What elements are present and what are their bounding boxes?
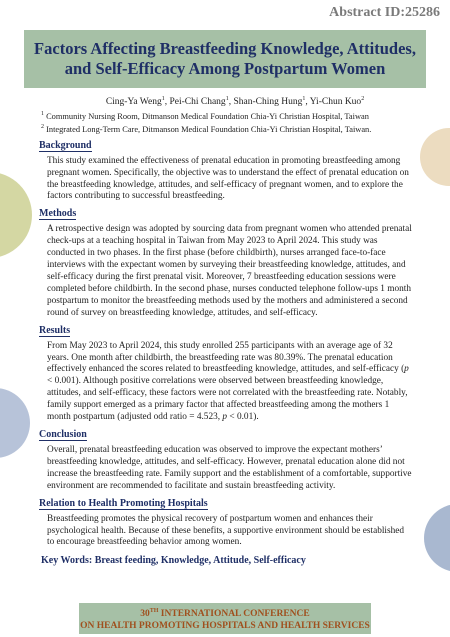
affiliation-text: Community Nursing Room, Ditmanson Medical Foundation Chia-Yi Christian Hospital, Taiwan xyxy=(46,111,369,121)
section-heading-methods: Methods xyxy=(39,208,77,220)
author-list: Cing-Ya Weng$^1$, Pei-Chi Chang$^1$, Shan-Ching Hung$^1$, Yi-Chun Kuo$^2$ xyxy=(105,96,365,108)
footer-edition-num: 30 xyxy=(140,609,150,620)
author-affiliation-num: 2 xyxy=(361,96,365,102)
section-heading-conclusion: Conclusion xyxy=(39,428,87,440)
p-value-symbol: p xyxy=(222,412,228,423)
author-affiliation-num: 1 xyxy=(161,96,165,102)
decorative-circle-right-bottom xyxy=(424,504,450,572)
section-heading-results: Results xyxy=(39,324,71,336)
author-name: Yi-Chun Kuo xyxy=(309,97,362,108)
author-name: Cing-Ya Weng xyxy=(105,97,162,108)
section-heading-relation: Relation to Health Promoting Hospitals xyxy=(39,497,208,509)
affiliation-text: Integrated Long-Term Care, Ditmanson Medical Foundation Chia-Yi Christian Hospital, Taiwan. xyxy=(46,124,372,134)
results-text-part: < 0.001). Although positive correlations were observed between breastfeeding knowledge, attitudes, and self-efficacy, these factors were not correlated with the breastfeeding rate. Notably, family support emerged as a primary factor that affected breastfeeding among the mothers 1 month postpartum (adjusted odd ratio = 4.523, xyxy=(47,376,408,423)
decorative-circle-left-bottom xyxy=(0,388,30,458)
decorative-circle-right-top xyxy=(420,128,450,186)
affiliation-num: 1 xyxy=(41,111,44,118)
abstract-body xyxy=(41,96,413,566)
abstract-id: Abstract ID:25286 xyxy=(329,5,440,20)
author-name: Shan-Ching Hung xyxy=(233,97,303,108)
page-title: Factors Affecting Breastfeeding Knowledge, Attitudes, and Self-Efficacy Among Postpartum Women xyxy=(34,39,416,78)
footer-edition-suffix: TH xyxy=(149,607,159,614)
affiliation-1 xyxy=(41,109,413,122)
keywords: Key Words: Breast feeding, Knowledge, Attitude, Self-efficacy xyxy=(41,555,306,567)
p-value-symbol: p xyxy=(404,364,409,375)
author-affiliation-num: 1 xyxy=(225,96,229,102)
results-text-part: From May 2023 to April 2024, this study enrolled 255 participants with an average age of 32 years. One month after childbirth, the breastfeeding rate was 80.39%. The prenatal education effectively enhanced the scores related to breastfeeding knowledge, attitudes, and self-efficacy ( xyxy=(47,340,405,375)
section-text-conclusion: Overall, prenatal breastfeeding education was observed to improve the expectant mothers’ breastfeeding knowledge, attitudes, and self-efficacy. However, prenatal education alone did not increase the breastfeeding rate. Family support and the establishment of a comfortable, supportive environment are recommended to facilitate and sustain breastfeeding activity. xyxy=(47,444,412,491)
title-banner xyxy=(24,30,426,88)
section-text-methods: A retrospective design was adopted by sourcing data from pregnant women who attended prenatal check-ups at a teaching hospital in Taiwan from May 2023 to April 2024. This study was conducted in two phases. In the first phase (before childbirth), nurses arranged face-to-face interviews with the expectant women by surveying their breastfeeding knowledge, attitudes, and self-efficacy during the first prenatal visit. Moreover, 7 breastfeeding education sessions were completed before childbirth. In the second phase, nurses conducted telephone follow-ups 1 month postpartum to monitor the breastfeeding methods used by the mothers and administered a second round of survey on breastfeeding knowledge, attitudes, and self-efficacy. xyxy=(47,224,412,318)
section-text-relation: Breastfeeding promotes the physical recovery of postpartum women and enhances their psychological health. Because of these benefits, a supportive environment should be established to encourage breastfeeding behavior among women. xyxy=(47,513,405,548)
decorative-circle-left-top xyxy=(0,172,32,258)
section-heading-background: Background xyxy=(39,139,92,151)
footer-line-1-text: INTERNATIONAL CONFERENCE xyxy=(158,609,310,620)
footer-line-1 xyxy=(79,605,371,620)
author-name: Pei-Chi Chang xyxy=(169,97,226,108)
conference-footer xyxy=(79,603,371,634)
section-text-results xyxy=(47,341,413,424)
footer-line-2: ON HEALTH PROMOTING HOSPITALS AND HEALTH SERVICES xyxy=(80,621,370,632)
author-affiliation-num: 1 xyxy=(302,96,306,102)
results-text-part: < 0.01). xyxy=(227,412,259,423)
affiliation-2 xyxy=(41,122,413,135)
section-text-background: This study examined the effectiveness of prenatal education in promoting breastfeeding among pregnant women. Specifically, the objective was to understand the effect of prenatal education on the breastfeeding knowledge, attitudes, and self-efficacy of pregnant women, and to explore the factors contributing to successful breastfeeding. xyxy=(47,155,409,202)
affiliation-num: 2 xyxy=(41,123,44,130)
